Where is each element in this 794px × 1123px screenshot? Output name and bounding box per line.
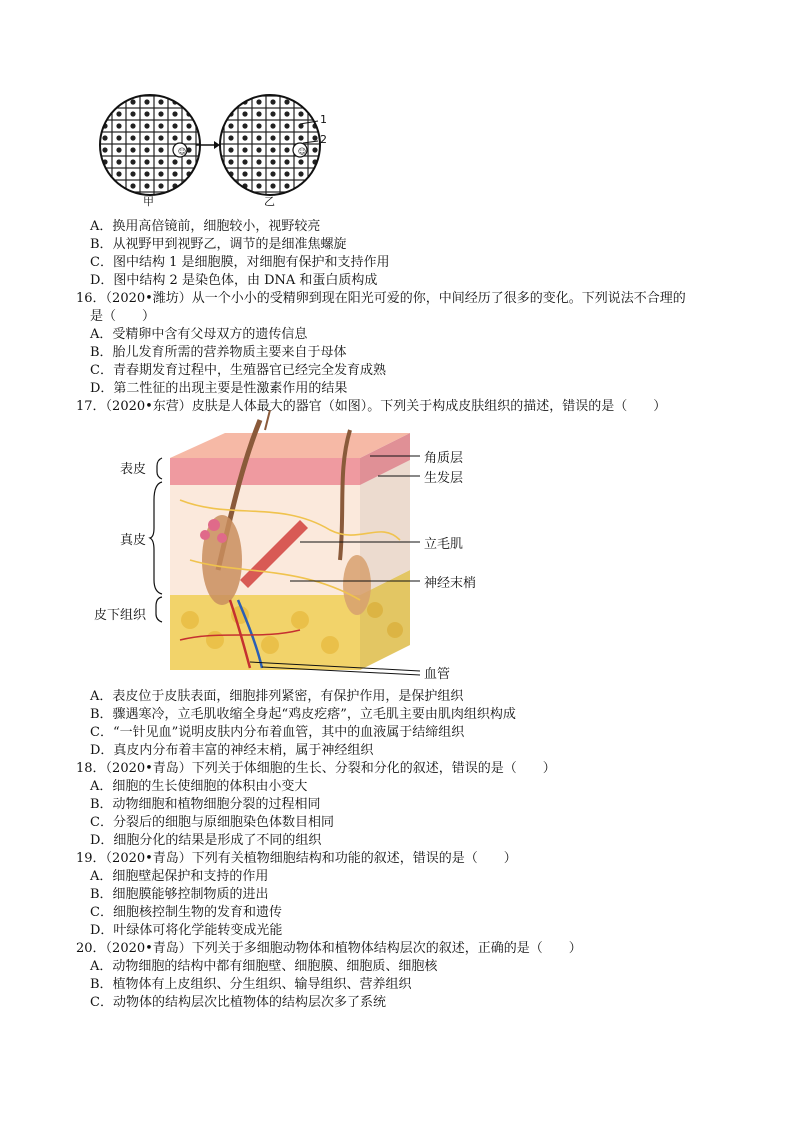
q18-option-c: C．分裂后的细胞与原细胞染色体数目相同 [90, 815, 334, 830]
label-hypodermis: 皮下组织 [94, 608, 147, 623]
q15-option-b: B．从视野甲到视野乙，调节的是细准焦螺旋 [90, 237, 347, 252]
q20-option-a: A．动物细胞的结构中都有细胞壁、细胞膜、细胞质、细胞核 [90, 959, 438, 974]
q16-option-a: A．受精卵中含有父母双方的遗传信息 [90, 327, 308, 342]
label-jia: 甲 [143, 195, 154, 208]
q19-option-a: A．细胞壁起保护和支持的作用 [90, 869, 269, 884]
q17-option-b: B．骤遇寒冷，立毛肌收缩全身起“鸡皮疙瘩”，立毛肌主要由肌肉组织构成 [90, 707, 516, 722]
label-structure-2: 2 [320, 133, 327, 146]
q16-stem-line1: 16．（2020•潍坊）从一个小小的受精卵到现在阳光可爱的你，中间经历了很多的变化。下列说法不合理的 [76, 291, 686, 306]
label-yi: 乙 [264, 195, 275, 208]
q16-option-d: D．第二性征的出现主要是性激素作用的结果 [90, 381, 348, 396]
q19-option-c: C．细胞核控制生物的发育和遗传 [90, 905, 282, 920]
label-germinal-layer: 生发层 [424, 471, 464, 486]
q16-option-c: C．青春期发育过程中，生殖器官已经完全发育成熟 [90, 363, 386, 378]
svg-text:☺: ☺ [297, 147, 307, 156]
view-yi [220, 95, 320, 195]
q18-option-b: B．动物细胞和植物细胞分裂的过程相同 [90, 797, 321, 812]
q16-stem-line2: 是（ ） [90, 309, 156, 324]
label-blood-vessel: 血管 [424, 667, 451, 682]
view-jia [100, 95, 200, 195]
q17-stem: 17．（2020•东营）皮肤是人体最大的器官（如图）。下列关于构成皮肤组织的描述，错误的是（ ） [76, 399, 667, 414]
q15-option-d: D．图中结构 2 是染色体，由 DNA 和蛋白质构成 [90, 273, 378, 288]
q17-option-a: A．表皮位于皮肤表面，细胞排列紧密，有保护作用，是保护组织 [90, 689, 464, 704]
label-arrector-pili: 立毛肌 [424, 537, 464, 552]
q20-stem: 20．（2020•青岛）下列关于多细胞动物体和植物体结构层次的叙述，正确的是（ ） [76, 941, 582, 956]
q15-option-c: C．图中结构 1 是细胞膜，对细胞有保护和支持作用 [90, 255, 390, 270]
q16-option-b: B．胎儿发育所需的营养物质主要来自于母体 [90, 345, 347, 360]
q17-option-d: D．真皮内分布着丰富的神经末梢，属于神经组织 [90, 743, 374, 758]
label-epidermis: 表皮 [120, 462, 147, 477]
q19-option-b: B．细胞膜能够控制物质的进出 [90, 887, 269, 902]
label-stratum-corneum: 角质层 [424, 451, 464, 466]
q20-option-c: C．动物体的结构层次比植物体的结构层次多了系统 [90, 995, 386, 1010]
q19-option-d: D．叶绿体可将化学能转变成光能 [90, 923, 283, 938]
svg-text:☺: ☺ [177, 147, 187, 156]
q17-option-c: C．“一针见血”说明皮肤内分布着血管，其中的血液属于结缔组织 [90, 725, 465, 740]
q18-option-a: A．细胞的生长使细胞的体积由小变大 [90, 779, 308, 794]
q18-stem: 18．（2020•青岛）下列关于体细胞的生长、分裂和分化的叙述，错误的是（ ） [76, 761, 556, 776]
q15-option-a: A．换用高倍镜前，细胞较小，视野较亮 [90, 219, 321, 234]
skin-figure [170, 410, 410, 670]
q19-stem: 19．（2020•青岛）下列有关植物细胞结构和功能的叙述，错误的是（ ） [76, 851, 517, 866]
left-brackets [150, 458, 162, 622]
label-structure-1: 1 [320, 113, 327, 126]
label-nerve-ending: 神经末梢 [424, 576, 477, 591]
label-dermis: 真皮 [120, 533, 147, 548]
q18-option-d: D．细胞分化的结果是形成了不同的组织 [90, 833, 322, 848]
q20-option-b: B．植物体有上皮组织、分生组织、输导组织、营养组织 [90, 977, 412, 992]
